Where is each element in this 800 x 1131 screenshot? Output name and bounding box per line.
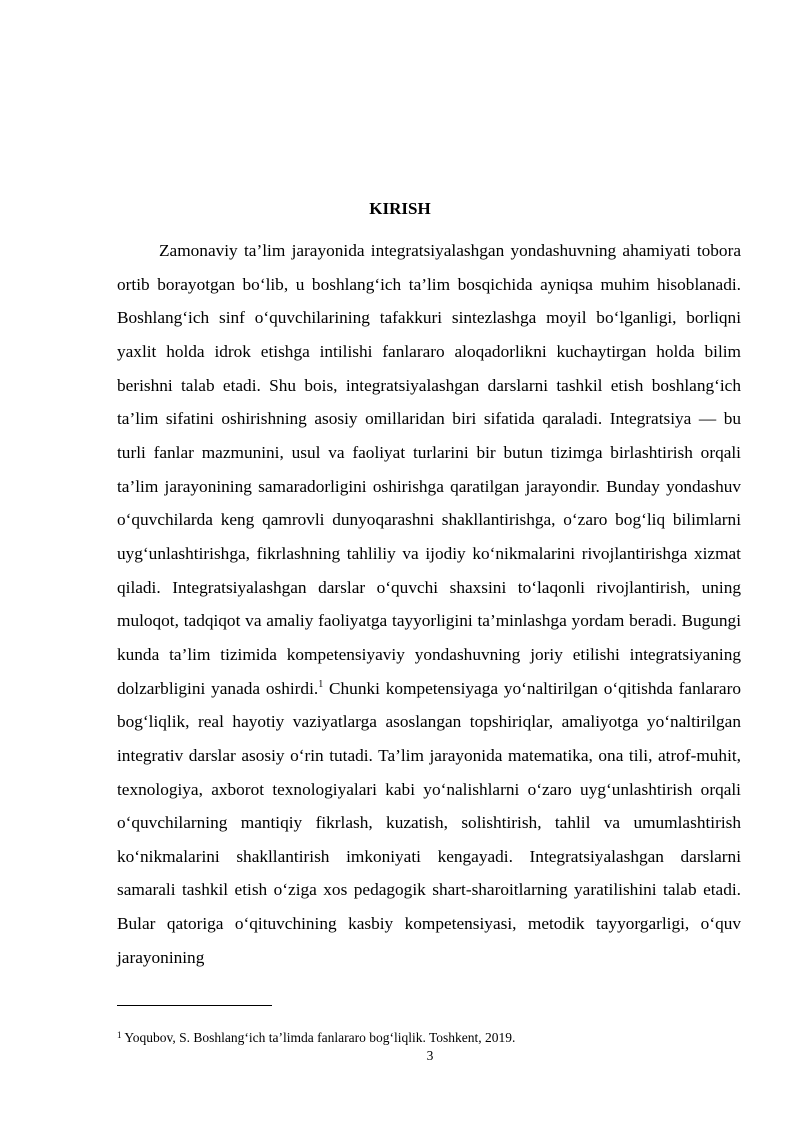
body-paragraph — [117, 234, 741, 974]
footnote-number: 1 — [117, 1030, 122, 1040]
paragraph-text-part2: Chunki kompetensiyaga yo‘naltirilgan o‘qitishda fanlararo bog‘liqlik, real hayotiy vaziyatlarga asoslangan topshiriqlar, amaliyotga yo‘naltirilgan integrativ darslar asosiy o‘rin tutadi. Ta’lim jarayonida matematika, ona tili, atrof-muhit, texnologiya, axborot texnologiyalari kabi yo‘nalishlarni o‘zaro uyg‘unlashtirish orqali o‘quvchilarning mantiqiy fikrlash, kuzatish, solishtirish, tahlil va umumlashtirish ko‘nikmalarini shakllantirish imkoniyati kengayadi. Integratsiyalashgan darslarni samarali tashkil etish o‘ziga xos pedagogik shart-sharoitlarning yaratilishini talab etadi. Bular qatoriga o‘qituvchining kasbiy kompetensiyasi, metodik tayyorgarligi, o‘quv jarayonining — [117, 678, 742, 967]
footnote — [117, 1030, 741, 1046]
section-heading: KIRISH — [369, 199, 431, 218]
footnote-separator — [117, 1005, 272, 1006]
footnote-reference: 1 — [318, 678, 324, 690]
page-number: 3 — [426, 1048, 434, 1063]
footnote-text: Yoqubov, S. Boshlang‘ich ta’limda fanlararo bog‘liqlik. Toshkent, 2019. — [121, 1030, 516, 1045]
paragraph-text-part1: Zamonaviy ta’lim jarayonida integratsiyalashgan yondashuvning ahamiyati tobora ortib borayotgan bo‘lib, u boshlang‘ich ta’lim bosqichida ayniqsa muhim hisoblanadi. Boshlang‘ich sinf o‘quvchilarining tafakkuri sintezlashga moyil bo‘lganligi, borliqni yaxlit holda idrok etishga intilishi fanlararo aloqadorlikni kuchaytirgan holda bilim berishni talab etadi. Shu bois, integratsiyalashgan darslarni tashkil etish boshlang‘ich ta’lim sifatini oshirishning asosiy omillaridan biri sifatida qaraladi. Integratsiya — bu turli fanlar mazmunini, usul va faoliyat turlarini bir butun tizimga birlashtirish orqali ta’lim jarayonining samaradorligini oshirishga qaratilgan jarayondir. Bunday yondashuv o‘quvchilarda keng qamrovli dunyoqarashni shakllantirishga, o‘zaro bog‘liq bilimlarni uyg‘unlashtirishga, fikrlashning tahliliy va ijodiy ko‘nikmalarini rivojlantirishga xizmat qiladi. Integratsiyalashgan darslar o‘quvchi shaxsini to‘laqonli rivojlantirish, uning muloqot, tadqiqot va amaliy faoliyatga tayyorligini ta’minlashga yordam beradi. Bugungi kunda ta’lim tizimida kompetensiyaviy yondashuvning joriy etilishi integratsiyaning dolzarbligini yanada oshirdi. — [117, 241, 741, 698]
